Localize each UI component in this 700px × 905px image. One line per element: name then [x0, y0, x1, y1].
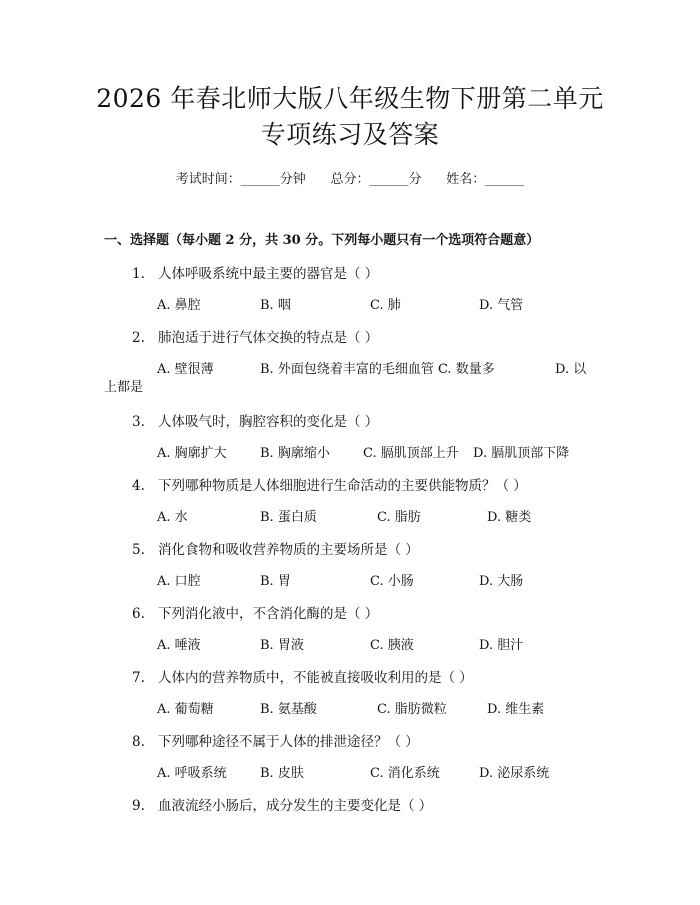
- option-c: C. 脂肪: [377, 510, 421, 525]
- document-title-line-2: 专项练习及答案: [260, 120, 440, 149]
- option-b: B. 胸廓缩小: [260, 446, 330, 461]
- option-b: B. 咽: [260, 298, 291, 313]
- option-c: C. 消化系统: [370, 766, 440, 781]
- section-heading: 一、选择题（每小题 2 分，共 30 分。下列每小题只有一个选项符合题意）: [104, 233, 540, 248]
- option-b: B. 外面包绕着丰富的毛细血管 C. 数量多: [260, 362, 495, 377]
- question-number: 4.: [132, 478, 145, 494]
- option-d: D. 胆汁: [479, 638, 524, 653]
- option-d: D. 气管: [479, 298, 524, 313]
- exam-info-line: 考试时间：______分钟 总分：______分 姓名：______: [175, 172, 525, 187]
- option-b: B. 蛋白质: [260, 510, 317, 525]
- question-text: 人体内的营养物质中，不能被直接吸收利用的是（ ）: [158, 670, 473, 686]
- question-text: 下列哪种物质是人体细胞进行生命活动的主要供能物质？（ ）: [158, 478, 527, 494]
- question-number: 6.: [132, 606, 145, 622]
- question-number: 3.: [132, 414, 145, 430]
- option-d: D. 膈肌顶部下降: [473, 446, 570, 461]
- question-6: [132, 602, 378, 622]
- question-number: 9.: [132, 798, 145, 814]
- option-c: C. 脂肪微粒: [377, 702, 447, 717]
- option-a: A. 唾液: [157, 638, 201, 653]
- option-d: D. 以: [555, 362, 587, 377]
- question-text: 下列消化液中，不含消化酶的是（ ）: [158, 606, 379, 622]
- question-number: 8.: [132, 734, 145, 750]
- option-b: B. 皮肤: [260, 766, 304, 781]
- question-1: [132, 262, 378, 282]
- option-a: A. 葡萄糖: [157, 702, 214, 717]
- option-b: B. 氨基酸: [260, 702, 317, 717]
- question-text: 肺泡适于进行气体交换的特点是（ ）: [158, 330, 379, 346]
- question-9: [132, 794, 432, 814]
- question-2-option-wrap: 上都是: [104, 380, 144, 395]
- option-a: A. 胸廓扩大: [157, 446, 227, 461]
- option-d: D. 维生素: [487, 702, 545, 717]
- question-8: [132, 730, 419, 750]
- question-number: 5.: [132, 542, 145, 558]
- option-c: C. 肺: [370, 298, 401, 313]
- question-number: 1.: [132, 266, 145, 282]
- question-number: 2.: [132, 330, 145, 346]
- option-b: B. 胃液: [260, 638, 304, 653]
- question-text: 消化食物和吸收营养物质的主要场所是（ ）: [158, 542, 419, 558]
- option-a: A. 呼吸系统: [157, 766, 227, 781]
- option-b: B. 胃: [260, 574, 291, 589]
- option-a: A. 壁很薄: [157, 362, 214, 377]
- option-a: A. 鼻腔: [157, 298, 201, 313]
- option-d: D. 大肠: [479, 574, 524, 589]
- option-c: C. 膈肌顶部上升: [363, 446, 459, 461]
- option-a: A. 口腔: [157, 574, 201, 589]
- question-text: 血液流经小肠后，成分发生的主要变化是（ ）: [158, 798, 433, 814]
- option-c: C. 胰液: [370, 638, 414, 653]
- question-3: [132, 410, 378, 430]
- question-5: [132, 538, 419, 558]
- option-a: A. 水: [157, 510, 188, 525]
- option-d: D. 泌尿系统: [479, 766, 550, 781]
- question-4: [132, 474, 527, 494]
- option-d: D. 糖类: [487, 510, 532, 525]
- question-text: 下列哪种途径不属于人体的排泄途径？（ ）: [158, 734, 419, 750]
- question-text: 人体呼吸系统中最主要的器官是（ ）: [158, 266, 379, 282]
- question-7: [132, 666, 473, 686]
- question-text: 人体吸气时，胸腔容积的变化是（ ）: [158, 414, 379, 430]
- question-number: 7.: [132, 670, 145, 686]
- option-c: C. 小肠: [370, 574, 414, 589]
- document-title-line-1: 2026 年春北师大版八年级生物下册第二单元: [96, 84, 604, 113]
- question-2: [132, 326, 378, 346]
